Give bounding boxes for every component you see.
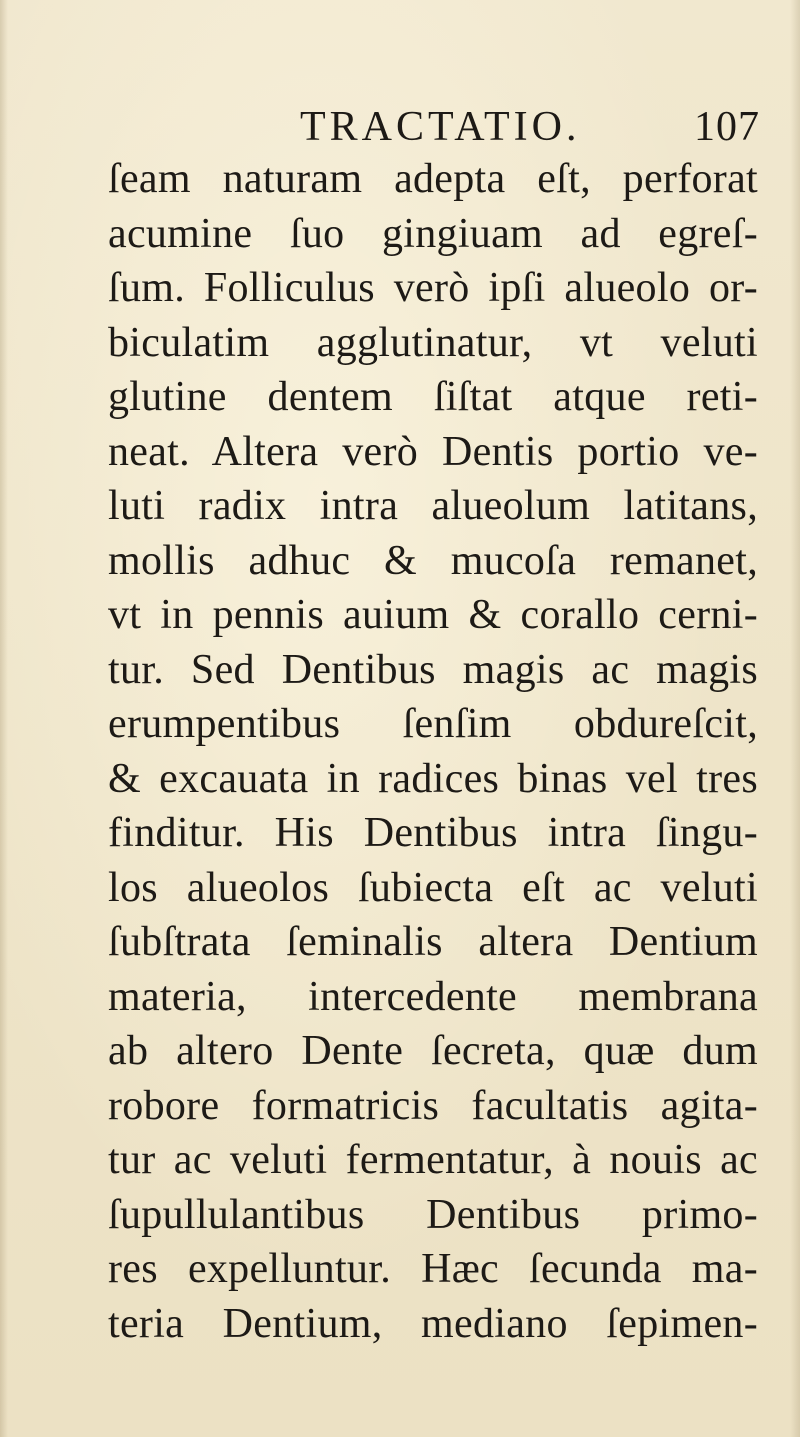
- text-line: mollis adhuc & mucoſa remanet,: [108, 537, 758, 584]
- text-line: robore formatricis facultatis agita-: [108, 1082, 758, 1129]
- page-number: 107: [694, 104, 760, 150]
- text-line: biculatim agglutinatur, vt veluti: [108, 319, 758, 366]
- text-line: vt in pennis auium & corallo cerni-: [108, 592, 758, 638]
- text-line: res expelluntur. Hæc ſecunda ma-: [108, 1246, 758, 1292]
- running-head-title: TRACTATIO.: [300, 104, 581, 150]
- text-line: ſeam naturam adepta eſt, perforat: [108, 156, 758, 202]
- text-line: ſum. Folliculus verò ipſi alueolo or-: [108, 265, 758, 311]
- text-line: tur ac veluti fermentatur, à nouis ac: [108, 1137, 758, 1183]
- text-line: glutine dentem ſiſtat atque reti-: [108, 374, 758, 420]
- page-gutter-shadow: [0, 0, 8, 1437]
- text-line: finditur. His Dentibus intra ſingu-: [108, 810, 758, 856]
- text-line: ſupullulantibus Dentibus primo-: [108, 1191, 758, 1238]
- text-line: tur. Sed Dentibus magis ac magis: [108, 646, 758, 693]
- text-line: ſubſtrata ſeminalis altera Dentium: [108, 919, 758, 965]
- text-line: & excauata in radices binas vel tres: [108, 755, 758, 802]
- text-line: luti radix intra alueolum latitans,: [108, 483, 758, 529]
- text-line: neat. Altera verò Dentis portio ve-: [108, 428, 758, 475]
- text-line: erumpentibus ſenſim obdureſcit,: [108, 701, 758, 747]
- text-line: materia, intercedente membrana: [108, 973, 758, 1020]
- page-edge-shadow: [790, 0, 800, 1437]
- text-line: los alueolos ſubiecta eſt ac veluti: [108, 864, 758, 911]
- text-line: teria Dentium, mediano ſepimen-: [108, 1300, 758, 1347]
- text-line: ab altero Dente ſecreta, quæ dum: [108, 1028, 758, 1074]
- text-line: acumine ſuo gingiuam ad egreſ-: [108, 210, 758, 257]
- body-text: [108, 152, 758, 1351]
